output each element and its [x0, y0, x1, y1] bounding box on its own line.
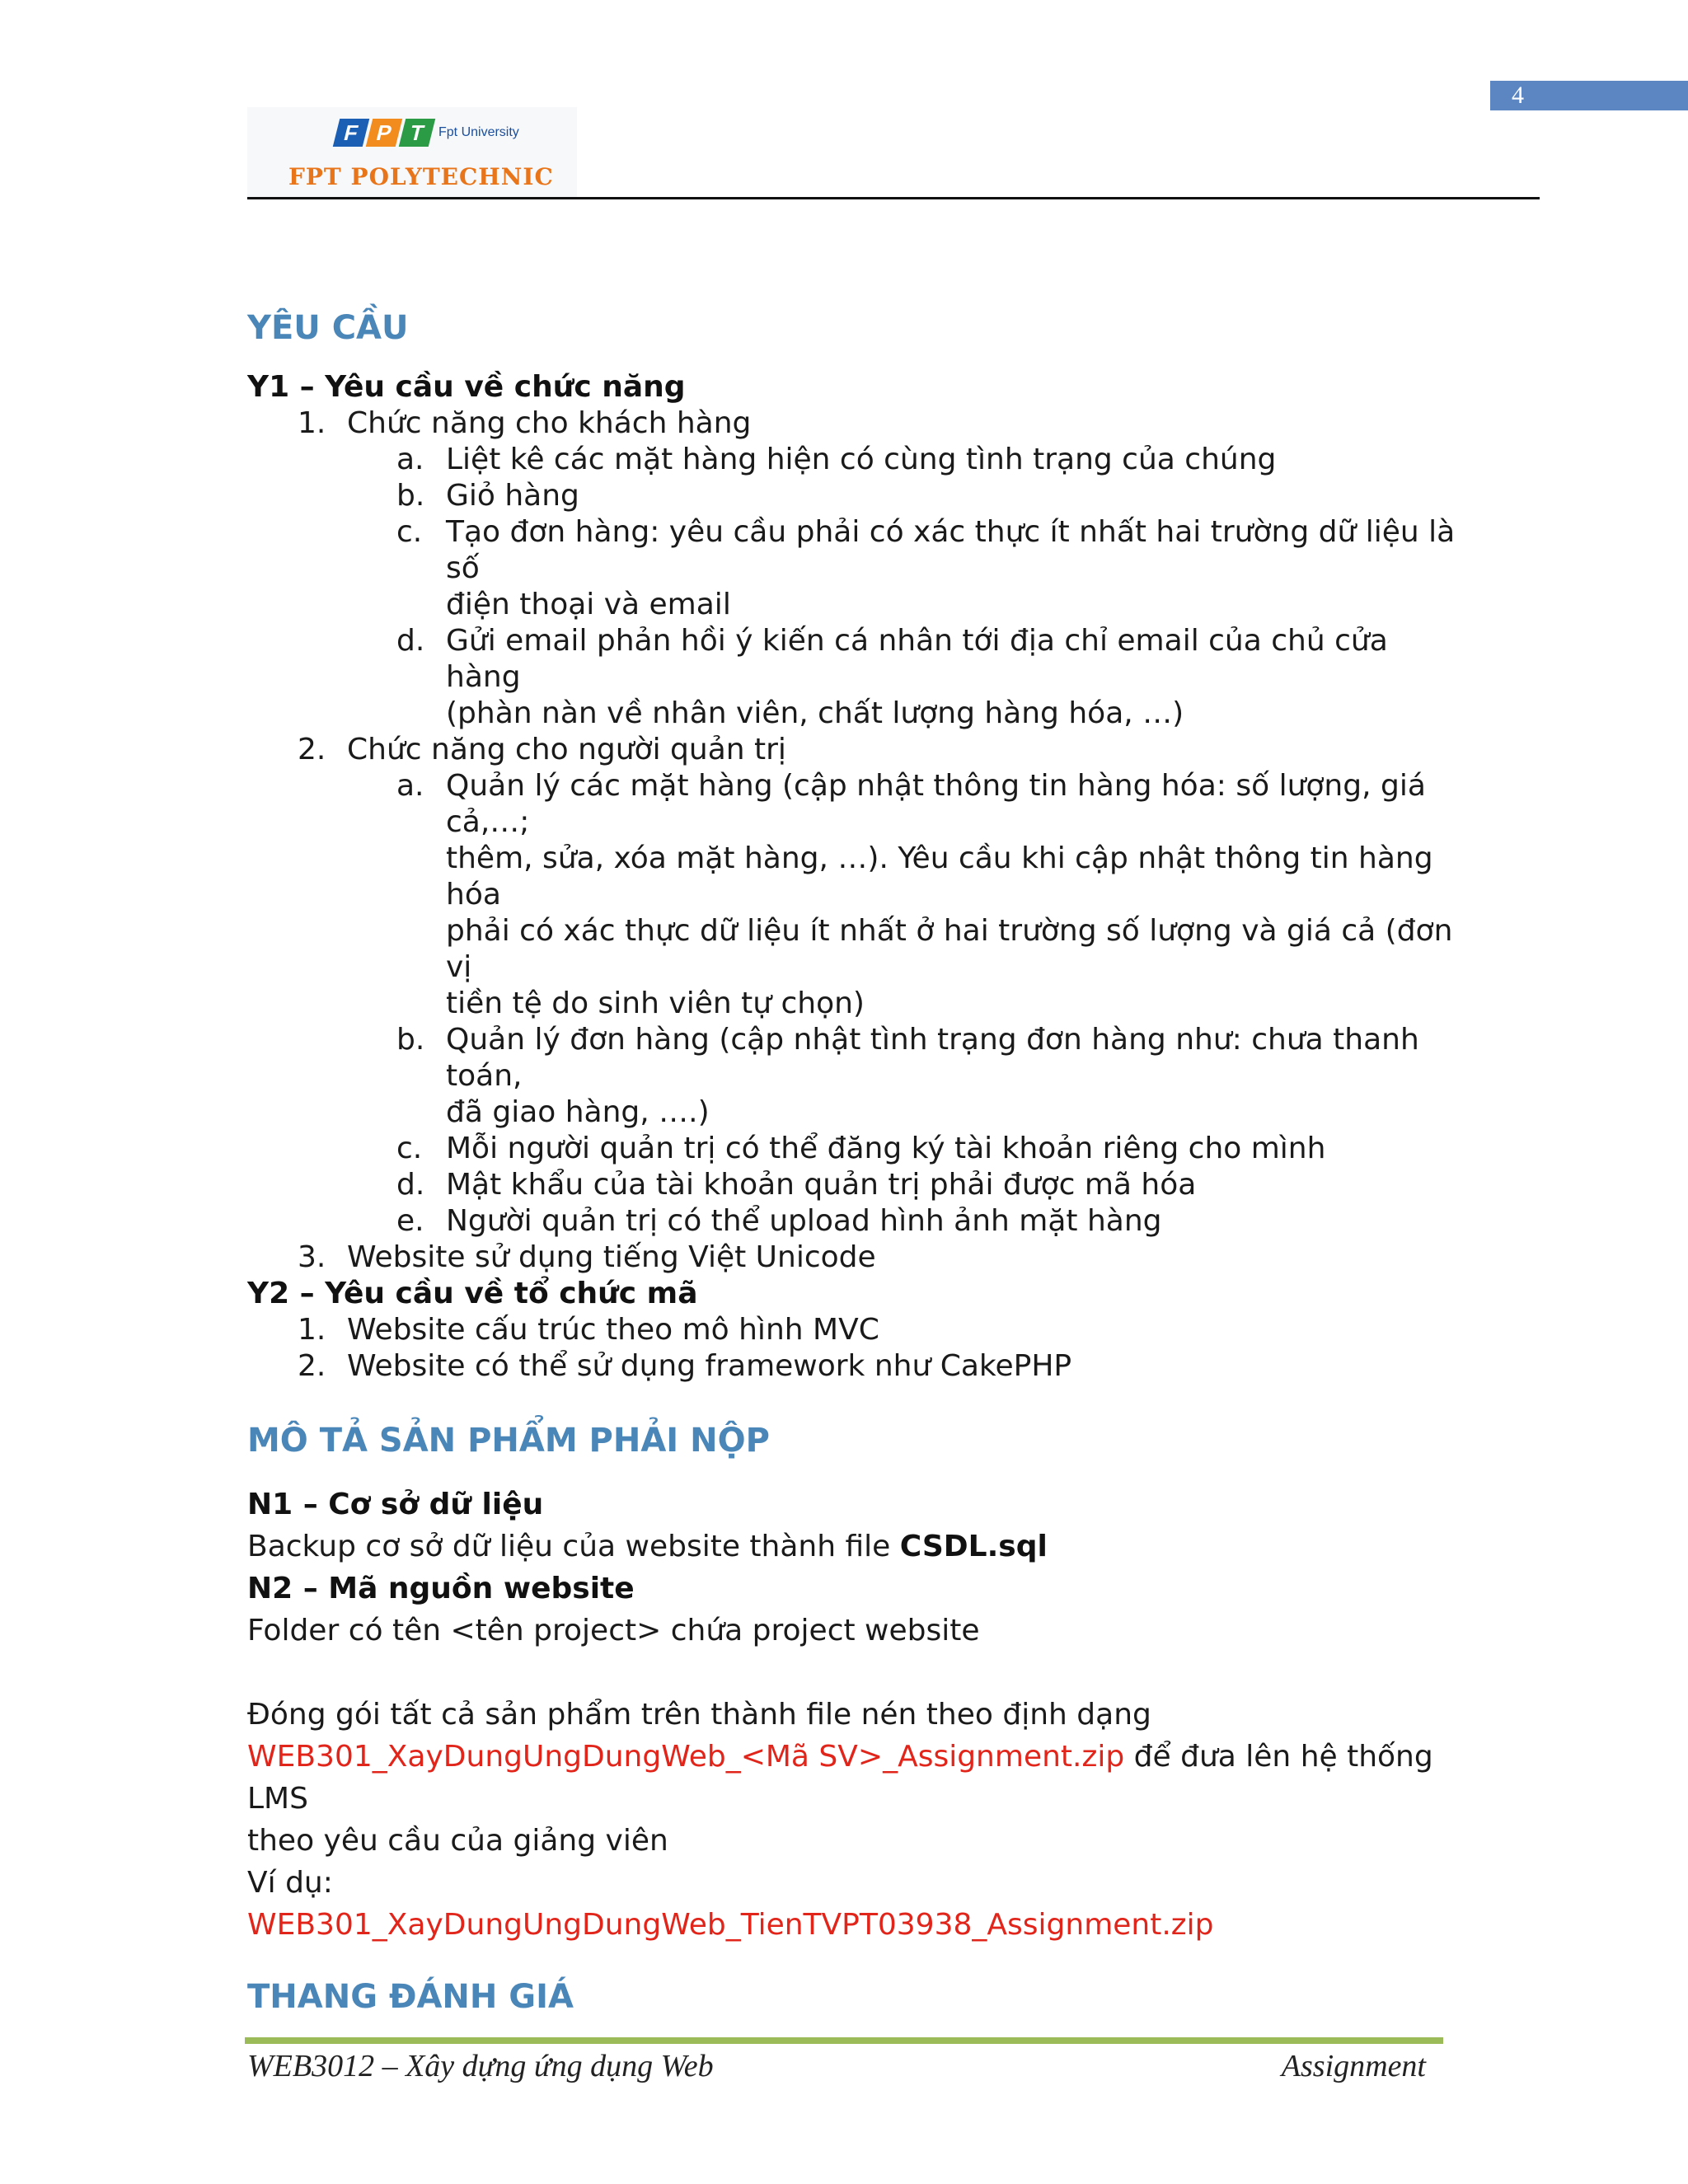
sub-list-text: Quản lý các mặt hàng (cập nhật thông tin hàng hóa: số lượng, giá cả,…;	[446, 769, 1426, 839]
footer-divider	[245, 2037, 1443, 2044]
list-number: 2.	[298, 733, 326, 766]
header-divider	[247, 197, 1540, 199]
sub-list-item	[247, 913, 1467, 986]
sub-list-item	[247, 696, 1467, 732]
section-title-deliverables: MÔ TẢ SẢN PHẨM PHẢI NỘP	[247, 1422, 770, 1460]
sub-list-text: Liệt kê các mặt hàng hiện có cùng tình trạng của chúng	[446, 443, 1277, 476]
pack-line-3: theo yêu cầu của giảng viên	[247, 1824, 668, 1858]
logo-name-text: FPT POLYTECHNIC	[288, 163, 554, 190]
sub-list-item	[247, 1167, 1467, 1203]
sub-list-text: Mật khẩu của tài khoản quản trị phải được mã hóa	[446, 1168, 1197, 1202]
n2-text: Folder có tên <tên project> chứa project website	[247, 1614, 980, 1647]
blank-line	[247, 1652, 1467, 1694]
example-label: Ví dụ:	[247, 1866, 333, 1900]
sub-list-item	[247, 478, 1467, 514]
logo-university-text: Fpt University	[438, 125, 519, 139]
sub-list-item	[247, 1203, 1467, 1240]
sub-list-text: phải có xác thực dữ liệu ít nhất ở hai trường số lượng và giá cả (đơn vị	[446, 914, 1453, 984]
y2-title: Y2 – Yêu cầu về tổ chức mã	[247, 1277, 698, 1310]
n1-text-body: Backup cơ sở dữ liệu của website thành file	[247, 1530, 900, 1563]
list-item	[247, 732, 1467, 768]
list-item-text: Chức năng cho người quản trị	[347, 733, 786, 766]
list-number: 3.	[298, 1240, 326, 1274]
pack-line-2-rest: để đưa lên hệ thống LMS	[247, 1740, 1433, 1816]
sub-list-marker: d.	[396, 624, 425, 658]
n1-text	[247, 1526, 1467, 1568]
sub-list-text: (phàn nàn về nhân viên, chất lượng hàng hóa, …)	[446, 696, 1184, 730]
sub-list-item	[247, 442, 1467, 478]
sub-list-item	[247, 1131, 1467, 1167]
sub-list-item	[247, 841, 1467, 913]
logo-letter: P	[366, 119, 402, 147]
sub-list-marker: b.	[396, 1023, 425, 1057]
y2-list	[247, 1312, 1467, 1385]
y1-title: Y1 – Yêu cầu về chức năng	[247, 370, 686, 404]
sub-list-item	[247, 514, 1467, 587]
list-number: 1.	[298, 406, 326, 440]
sub-list-text: điện thoại và email	[446, 588, 731, 621]
list-number: 1.	[298, 1313, 326, 1347]
pack-line-2	[247, 1736, 1467, 1820]
list-item-text: Chức năng cho khách hàng	[347, 406, 752, 440]
sub-list-item	[247, 768, 1467, 841]
sub-list-text: Giỏ hàng	[446, 479, 579, 513]
list-item	[247, 1348, 1467, 1385]
sub-list-item	[247, 1094, 1467, 1131]
list-item-text: Website có thể sử dụng framework như CakePHP	[347, 1349, 1072, 1383]
sub-list-marker: d.	[396, 1168, 425, 1202]
sub-list-marker: e.	[396, 1204, 424, 1238]
example-filename: WEB301_XayDungUngDungWeb_TienTVPT03938_Assignment.zip	[247, 1908, 1214, 1942]
n2-title: N2 – Mã nguồn website	[247, 1572, 635, 1605]
list-item-text: Website cấu trúc theo mô hình MVC	[347, 1313, 879, 1347]
sub-list-text: đã giao hàng, ….)	[446, 1095, 710, 1129]
logo-letter: T	[399, 119, 435, 147]
sub-list-text: Người quản trị có thể upload hình ảnh mặt hàng	[446, 1204, 1162, 1238]
sub-list-text: Mỗi người quản trị có thể đăng ký tài khoản riêng cho mình	[446, 1132, 1326, 1165]
footer-doc-type: Assignment	[1281, 2049, 1426, 2083]
list-item	[247, 1240, 1467, 1276]
sub-list-item	[247, 1022, 1467, 1094]
fpt-logo-mark	[336, 119, 432, 147]
sub-list-text: Tạo đơn hàng: yêu cầu phải có xác thực ít nhất hai trường dữ liệu là số	[446, 515, 1456, 585]
sub-list-text: Quản lý đơn hàng (cập nhật tình trạng đơn hàng như: chưa thanh toán,	[446, 1023, 1419, 1093]
list-item	[247, 1312, 1467, 1348]
list-item	[247, 405, 1467, 442]
logo-letter: F	[333, 119, 369, 147]
sub-list-item	[247, 587, 1467, 623]
sub-list-text: Gửi email phản hồi ý kiến cá nhân tới địa chỉ email của chủ cửa hàng	[446, 624, 1388, 694]
sub-list-marker: a.	[396, 443, 424, 476]
sub-list-marker: c.	[396, 1132, 423, 1165]
sub-list-marker: a.	[396, 769, 424, 803]
sub-list-text: tiền tệ do sinh viên tự chọn)	[446, 987, 865, 1020]
footer-course-title: WEB3012 – Xây dựng ứng dụng Web	[247, 2049, 714, 2083]
list-number: 2.	[298, 1349, 326, 1383]
list-item-text: Website sử dụng tiếng Việt Unicode	[347, 1240, 876, 1274]
pack-filename: WEB301_XayDungUngDungWeb_<Mã SV>_Assignment.zip	[247, 1740, 1125, 1774]
section-title-grading: THANG ĐÁNH GIÁ	[247, 1978, 574, 2016]
fpt-polytechnic-logo	[247, 107, 577, 198]
sub-list-marker: b.	[396, 479, 425, 513]
n1-title: N1 – Cơ sở dữ liệu	[247, 1488, 544, 1521]
sub-list-item	[247, 623, 1467, 696]
section-title-requirements: YÊU CẦU	[247, 309, 409, 347]
y1-list	[247, 405, 1467, 1276]
n1-filename: CSDL.sql	[899, 1530, 1048, 1563]
sub-list-text: thêm, sửa, xóa mặt hàng, …). Yêu cầu khi cập nhật thông tin hàng hóa	[446, 841, 1433, 912]
sub-list-marker: c.	[396, 515, 423, 549]
document-body	[247, 305, 1467, 2020]
sub-list-item	[247, 986, 1467, 1022]
page-number: 4	[1490, 81, 1688, 110]
pack-line-1: Đóng gói tất cả sản phẩm trên thành file nén theo định dạng	[247, 1698, 1151, 1732]
